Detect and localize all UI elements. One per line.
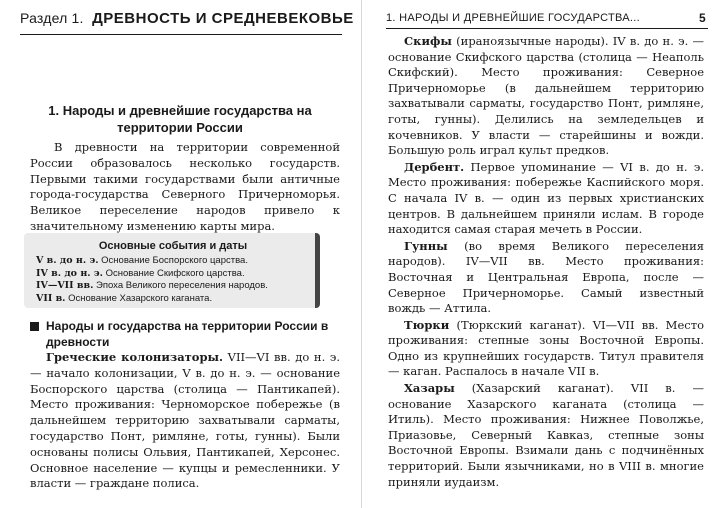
header-rule: [386, 28, 708, 29]
event-item: [36, 268, 310, 281]
intro-paragraph: В древности на территории современной России образовалось несколько государств. Первыми такими государствами были античные города-государства Северного Причерноморья. Великое переселение народов привело к значительному изменению карты мира.: [30, 140, 340, 233]
entry-huns: [388, 239, 704, 317]
event-date: V в. до н. э.: [36, 255, 99, 266]
section-label: Раздел 1.: [20, 10, 84, 26]
event-text: Основание Боспорского царства.: [101, 255, 248, 266]
entry-text: (ираноязычные народы). IV в. до н. э. — основание Скифского царства (столица — Неаполь Скифский). Место проживания: Северное Причерноморье (в дальнейшем территорию захватывали сарматы, государство Понт, римляне, готы, гунны). Делились на земледельцев и кочевников. У власти — старейшины и вожди. Большую роль играл культ предков.: [388, 34, 704, 158]
entry-greek: [30, 350, 340, 492]
header-rule: [20, 34, 342, 35]
events-box: [24, 233, 320, 308]
entry-scythians: [388, 34, 704, 159]
event-item: [36, 280, 310, 293]
subheading: Народы и государства на территории России в древности: [46, 319, 329, 349]
entry-text: (Хазарский каганат). VII в. — основание Хазарского каганата (столица — Итиль). Место проживания: Нижнее Поволжье, Приазовье, Северный Кавказ, степные зоны Восточной Европы. Взимали дань с подчинённых территорий. Были язычниками, но в VIII в. многие приняли иудаизм.: [388, 381, 704, 489]
event-date: IV в. до н. э.: [36, 267, 103, 279]
event-date: VII в.: [36, 292, 66, 304]
entry-term: Греческие колонизаторы.: [46, 350, 224, 364]
entry-text: Первое упоминание — VI в. до н. э. Место проживания: побережье Каспийского моря. С начала IV в. — один из первых христианских центров. В дальнейшем приняли ислам. В городе находится самая старая мечеть в России.: [388, 159, 704, 237]
event-text: Основание Хазарского каганата.: [68, 292, 213, 304]
page-number: 5: [699, 11, 706, 25]
entry-text: VII—VI вв. до н. э. — начало колонизации, V в. до н. э. — основание Боспорского царства (столица — Пантикапей). Место проживания: Черноморское побережье (в дальнейшем территорию захватывали сарматы, государство Понт, римляне, готы, гунны). Были основаны полисы Ольвия, Пантикапей, Херсонес. Основное население — купцы и ремесленники. У власти — граждане полиса.: [30, 350, 340, 491]
entry-turks: [388, 318, 704, 380]
event-item: [36, 255, 310, 268]
events-box-accent: [315, 233, 320, 308]
chapter-title: 1. Народы и древнейшие государства на территории России: [48, 103, 312, 135]
entry-term: Тюрки: [404, 317, 450, 332]
event-text: Основание Скифского царства.: [105, 267, 245, 279]
subheading-bullet-icon: [30, 322, 39, 331]
section-header: [20, 10, 354, 28]
entry-text: (во время Великого переселения народов). IV—VII вв. Место проживания: Восточная и Центральная Европа, после — Северное Причерноморье. Самый известный вождь — Аттила.: [388, 238, 705, 316]
running-header: [386, 12, 706, 24]
running-header-title: 1. НАРОДЫ И ДРЕВНЕЙШИЕ ГОСУДАРСТВА...: [386, 12, 640, 24]
right-column: [388, 34, 704, 491]
entry-khazars: [388, 381, 704, 490]
entry-term: Гунны: [404, 238, 448, 253]
entry-term: Дербент.: [404, 159, 465, 174]
entry-term: Скифы: [404, 34, 452, 48]
section-title: ДРЕВНОСТЬ И СРЕДНЕВЕКОВЬЕ: [92, 10, 354, 27]
event-date: IV—VII вв.: [36, 280, 94, 292]
event-text: Эпоха Великого переселения народов.: [96, 280, 268, 292]
events-box-title: Основные события и даты: [98, 240, 248, 252]
entry-term: Хазары: [404, 381, 455, 396]
entry-derbent: [388, 160, 704, 238]
entry-text: (Тюркский каганат). VI—VII вв. Место проживания: степные зоны Восточной Европы. Одно из крупнейших государств. Титул правителя — каган. Распалось в начале VII в.: [388, 317, 704, 379]
event-item: [36, 293, 310, 306]
